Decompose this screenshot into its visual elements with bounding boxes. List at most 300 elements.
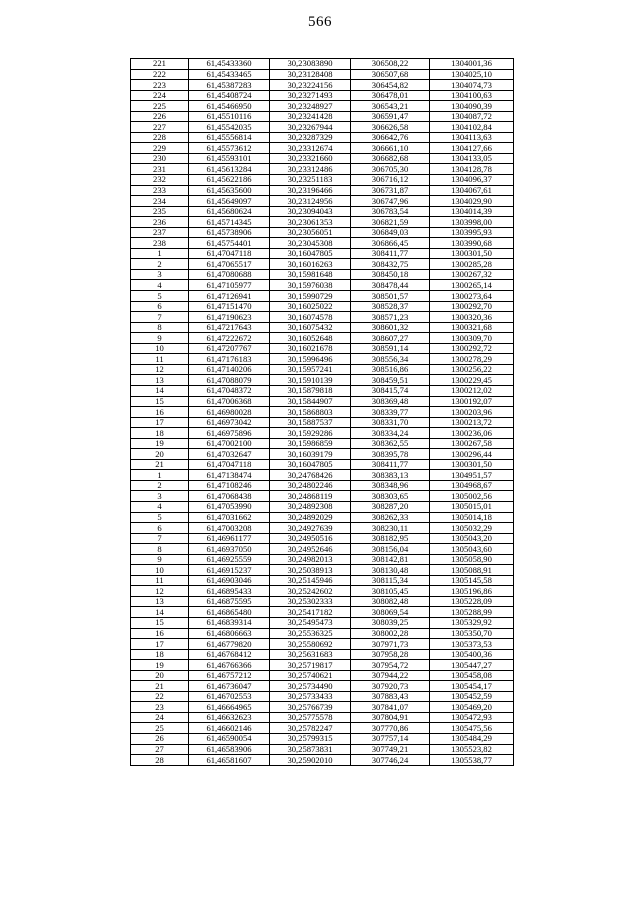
longitude-cell: 30,15996496 — [270, 354, 351, 365]
point-number-cell: 8 — [131, 322, 189, 333]
longitude-cell: 30,25902010 — [270, 755, 351, 766]
point-number-cell: 238 — [131, 238, 189, 249]
latitude-cell: 61,46895433 — [189, 586, 270, 597]
y-coordinate-cell: 1305015,01 — [430, 501, 514, 512]
latitude-cell: 61,46961177 — [189, 533, 270, 544]
y-coordinate-cell: 1305288,99 — [430, 607, 514, 618]
longitude-cell: 30,15976038 — [270, 280, 351, 291]
point-number-cell: 10 — [131, 565, 189, 576]
point-number-cell: 1 — [131, 470, 189, 481]
y-coordinate-cell: 1304100,63 — [430, 90, 514, 101]
y-coordinate-cell: 1300229,45 — [430, 375, 514, 386]
longitude-cell: 30,23271493 — [270, 90, 351, 101]
latitude-cell: 61,46839314 — [189, 617, 270, 628]
x-coordinate-cell: 307971,73 — [351, 639, 430, 650]
latitude-cell: 61,45680624 — [189, 206, 270, 217]
x-coordinate-cell: 306849,03 — [351, 227, 430, 238]
y-coordinate-cell: 1304067,61 — [430, 185, 514, 196]
table-row — [131, 259, 514, 270]
longitude-cell: 30,24952646 — [270, 544, 351, 555]
x-coordinate-cell: 306716,12 — [351, 175, 430, 186]
y-coordinate-cell: 1300267,58 — [430, 438, 514, 449]
table-row — [131, 90, 514, 101]
point-number-cell: 1 — [131, 248, 189, 259]
x-coordinate-cell: 307920,73 — [351, 681, 430, 692]
y-coordinate-cell: 1300296,44 — [430, 449, 514, 460]
longitude-cell: 30,25873831 — [270, 744, 351, 755]
y-coordinate-cell: 1305228,09 — [430, 596, 514, 607]
latitude-cell: 61,47048372 — [189, 385, 270, 396]
y-coordinate-cell: 1305458,08 — [430, 670, 514, 681]
longitude-cell: 30,25495473 — [270, 617, 351, 628]
table-row — [131, 744, 514, 755]
latitude-cell: 61,45433360 — [189, 59, 270, 70]
table-row — [131, 312, 514, 323]
longitude-cell: 30,24892308 — [270, 501, 351, 512]
table-row — [131, 217, 514, 228]
table-row — [131, 280, 514, 291]
point-number-cell: 17 — [131, 639, 189, 650]
table-row — [131, 407, 514, 418]
y-coordinate-cell: 1305452,59 — [430, 691, 514, 702]
y-coordinate-cell: 1304968,67 — [430, 480, 514, 491]
latitude-cell: 61,47088079 — [189, 375, 270, 386]
latitude-cell: 61,45466950 — [189, 101, 270, 112]
latitude-cell: 61,46779820 — [189, 639, 270, 650]
y-coordinate-cell: 1305523,82 — [430, 744, 514, 755]
longitude-cell: 30,25631683 — [270, 649, 351, 660]
y-coordinate-cell: 1304951,57 — [430, 470, 514, 481]
table-row — [131, 660, 514, 671]
x-coordinate-cell: 308082,48 — [351, 596, 430, 607]
point-number-cell: 231 — [131, 164, 189, 175]
point-number-cell: 20 — [131, 449, 189, 460]
point-number-cell: 237 — [131, 227, 189, 238]
x-coordinate-cell: 308571,23 — [351, 312, 430, 323]
y-coordinate-cell: 1305043,60 — [430, 544, 514, 555]
latitude-cell: 61,47065517 — [189, 259, 270, 270]
longitude-cell: 30,15929286 — [270, 428, 351, 439]
y-coordinate-cell: 1300267,32 — [430, 269, 514, 280]
longitude-cell: 30,24927639 — [270, 523, 351, 534]
table-row — [131, 122, 514, 133]
latitude-cell: 61,45542035 — [189, 122, 270, 133]
x-coordinate-cell: 306705,30 — [351, 164, 430, 175]
longitude-cell: 30,15981648 — [270, 269, 351, 280]
table-row — [131, 375, 514, 386]
point-number-cell: 230 — [131, 153, 189, 164]
point-number-cell: 19 — [131, 438, 189, 449]
latitude-cell: 61,46602146 — [189, 723, 270, 734]
point-number-cell: 2 — [131, 259, 189, 270]
y-coordinate-cell: 1304102,84 — [430, 122, 514, 133]
latitude-cell: 61,46766366 — [189, 660, 270, 671]
y-coordinate-cell: 1305058,90 — [430, 554, 514, 565]
point-number-cell: 16 — [131, 407, 189, 418]
table-row — [131, 501, 514, 512]
x-coordinate-cell: 308348,96 — [351, 480, 430, 491]
y-coordinate-cell: 1300301,50 — [430, 248, 514, 259]
latitude-cell: 61,46632623 — [189, 712, 270, 723]
table-row — [131, 143, 514, 154]
coordinates-table — [130, 58, 514, 766]
y-coordinate-cell: 1305043,20 — [430, 533, 514, 544]
latitude-cell: 61,46581607 — [189, 755, 270, 766]
longitude-cell: 30,25775578 — [270, 712, 351, 723]
longitude-cell: 30,16039179 — [270, 449, 351, 460]
longitude-cell: 30,23251183 — [270, 175, 351, 186]
longitude-cell: 30,25740621 — [270, 670, 351, 681]
longitude-cell: 30,23312674 — [270, 143, 351, 154]
table-row — [131, 153, 514, 164]
table-row — [131, 111, 514, 122]
x-coordinate-cell: 308383,13 — [351, 470, 430, 481]
point-number-cell: 11 — [131, 575, 189, 586]
latitude-cell: 61,46806663 — [189, 628, 270, 639]
x-coordinate-cell: 308556,34 — [351, 354, 430, 365]
point-number-cell: 5 — [131, 291, 189, 302]
y-coordinate-cell: 1300292,70 — [430, 301, 514, 312]
table-row — [131, 238, 514, 249]
latitude-cell: 61,45556814 — [189, 132, 270, 143]
point-number-cell: 4 — [131, 280, 189, 291]
point-number-cell: 235 — [131, 206, 189, 217]
point-number-cell: 25 — [131, 723, 189, 734]
table-row — [131, 449, 514, 460]
x-coordinate-cell: 308411,77 — [351, 248, 430, 259]
latitude-cell: 61,47006368 — [189, 396, 270, 407]
y-coordinate-cell: 1305002,56 — [430, 491, 514, 502]
point-number-cell: 28 — [131, 755, 189, 766]
table-row — [131, 59, 514, 70]
table-row — [131, 301, 514, 312]
point-number-cell: 13 — [131, 375, 189, 386]
latitude-cell: 61,47047118 — [189, 459, 270, 470]
point-number-cell: 22 — [131, 691, 189, 702]
x-coordinate-cell: 308415,74 — [351, 385, 430, 396]
x-coordinate-cell: 306626,58 — [351, 122, 430, 133]
latitude-cell: 61,46973042 — [189, 417, 270, 428]
table-row — [131, 702, 514, 713]
table-row — [131, 269, 514, 280]
table-row — [131, 533, 514, 544]
x-coordinate-cell: 306661,10 — [351, 143, 430, 154]
table-row — [131, 438, 514, 449]
x-coordinate-cell: 308262,33 — [351, 512, 430, 523]
x-coordinate-cell: 308528,37 — [351, 301, 430, 312]
point-number-cell: 4 — [131, 501, 189, 512]
longitude-cell: 30,16047805 — [270, 459, 351, 470]
x-coordinate-cell: 308362,55 — [351, 438, 430, 449]
longitude-cell: 30,23287329 — [270, 132, 351, 143]
longitude-cell: 30,24802246 — [270, 480, 351, 491]
longitude-cell: 30,25733433 — [270, 691, 351, 702]
table-row — [131, 586, 514, 597]
x-coordinate-cell: 308450,18 — [351, 269, 430, 280]
table-row — [131, 322, 514, 333]
latitude-cell: 61,46903046 — [189, 575, 270, 586]
point-number-cell: 232 — [131, 175, 189, 186]
y-coordinate-cell: 1304001,36 — [430, 59, 514, 70]
y-coordinate-cell: 1303998,00 — [430, 217, 514, 228]
latitude-cell: 61,47002100 — [189, 438, 270, 449]
table-row — [131, 101, 514, 112]
longitude-cell: 30,15868803 — [270, 407, 351, 418]
point-number-cell: 23 — [131, 702, 189, 713]
table-row — [131, 575, 514, 586]
x-coordinate-cell: 308432,75 — [351, 259, 430, 270]
point-number-cell: 18 — [131, 428, 189, 439]
longitude-cell: 30,24982013 — [270, 554, 351, 565]
latitude-cell: 61,46702553 — [189, 691, 270, 702]
latitude-cell: 61,47068438 — [189, 491, 270, 502]
latitude-cell: 61,47053990 — [189, 501, 270, 512]
point-number-cell: 224 — [131, 90, 189, 101]
x-coordinate-cell: 308069,54 — [351, 607, 430, 618]
latitude-cell: 61,47080688 — [189, 269, 270, 280]
coordinates-table-body — [131, 59, 514, 766]
table-row — [131, 69, 514, 80]
x-coordinate-cell: 308331,70 — [351, 417, 430, 428]
latitude-cell: 61,45613284 — [189, 164, 270, 175]
longitude-cell: 30,15879818 — [270, 385, 351, 396]
longitude-cell: 30,16025022 — [270, 301, 351, 312]
latitude-cell: 61,45573612 — [189, 143, 270, 154]
latitude-cell: 61,46915237 — [189, 565, 270, 576]
x-coordinate-cell: 308369,48 — [351, 396, 430, 407]
x-coordinate-cell: 306508,22 — [351, 59, 430, 70]
x-coordinate-cell: 308591,14 — [351, 343, 430, 354]
y-coordinate-cell: 1304133,05 — [430, 153, 514, 164]
x-coordinate-cell: 306543,21 — [351, 101, 430, 112]
x-coordinate-cell: 307958,28 — [351, 649, 430, 660]
point-number-cell: 17 — [131, 417, 189, 428]
y-coordinate-cell: 1305145,58 — [430, 575, 514, 586]
longitude-cell: 30,23128408 — [270, 69, 351, 80]
longitude-cell: 30,23248927 — [270, 101, 351, 112]
x-coordinate-cell: 307770,86 — [351, 723, 430, 734]
table-row — [131, 480, 514, 491]
longitude-cell: 30,25580692 — [270, 639, 351, 650]
point-number-cell: 3 — [131, 269, 189, 280]
x-coordinate-cell: 307757,14 — [351, 734, 430, 745]
latitude-cell: 61,47108246 — [189, 480, 270, 491]
latitude-cell: 61,46875595 — [189, 596, 270, 607]
point-number-cell: 3 — [131, 491, 189, 502]
table-row — [131, 385, 514, 396]
point-number-cell: 233 — [131, 185, 189, 196]
table-row — [131, 670, 514, 681]
point-number-cell: 6 — [131, 301, 189, 312]
longitude-cell: 30,15986859 — [270, 438, 351, 449]
table-row — [131, 291, 514, 302]
y-coordinate-cell: 1305475,56 — [430, 723, 514, 734]
y-coordinate-cell: 1303990,68 — [430, 238, 514, 249]
x-coordinate-cell: 308501,57 — [351, 291, 430, 302]
table-row — [131, 649, 514, 660]
longitude-cell: 30,23056051 — [270, 227, 351, 238]
x-coordinate-cell: 308478,44 — [351, 280, 430, 291]
latitude-cell: 61,45387283 — [189, 80, 270, 91]
table-row — [131, 512, 514, 523]
x-coordinate-cell: 308002,28 — [351, 628, 430, 639]
x-coordinate-cell: 308607,27 — [351, 333, 430, 344]
x-coordinate-cell: 308303,65 — [351, 491, 430, 502]
y-coordinate-cell: 1304029,90 — [430, 196, 514, 207]
y-coordinate-cell: 1305400,36 — [430, 649, 514, 660]
latitude-cell: 61,46768412 — [189, 649, 270, 660]
longitude-cell: 30,15844907 — [270, 396, 351, 407]
latitude-cell: 61,45622186 — [189, 175, 270, 186]
latitude-cell: 61,46664965 — [189, 702, 270, 713]
x-coordinate-cell: 306783,54 — [351, 206, 430, 217]
x-coordinate-cell: 306866,45 — [351, 238, 430, 249]
latitude-cell: 61,46583906 — [189, 744, 270, 755]
longitude-cell: 30,24892029 — [270, 512, 351, 523]
y-coordinate-cell: 1300321,68 — [430, 322, 514, 333]
latitude-cell: 61,47032647 — [189, 449, 270, 460]
latitude-cell: 61,47222672 — [189, 333, 270, 344]
latitude-cell: 61,46980028 — [189, 407, 270, 418]
x-coordinate-cell: 306731,87 — [351, 185, 430, 196]
longitude-cell: 30,24768426 — [270, 470, 351, 481]
point-number-cell: 222 — [131, 69, 189, 80]
table-row — [131, 523, 514, 534]
point-number-cell: 221 — [131, 59, 189, 70]
y-coordinate-cell: 1300285,28 — [430, 259, 514, 270]
point-number-cell: 229 — [131, 143, 189, 154]
x-coordinate-cell: 307944,22 — [351, 670, 430, 681]
latitude-cell: 61,47207767 — [189, 343, 270, 354]
x-coordinate-cell: 308182,95 — [351, 533, 430, 544]
longitude-cell: 30,15910139 — [270, 375, 351, 386]
longitude-cell: 30,23045308 — [270, 238, 351, 249]
longitude-cell: 30,25799315 — [270, 734, 351, 745]
x-coordinate-cell: 308601,32 — [351, 322, 430, 333]
table-row — [131, 206, 514, 217]
longitude-cell: 30,16047805 — [270, 248, 351, 259]
longitude-cell: 30,25302333 — [270, 596, 351, 607]
latitude-cell: 61,46937050 — [189, 544, 270, 555]
latitude-cell: 61,45408724 — [189, 90, 270, 101]
latitude-cell: 61,46925559 — [189, 554, 270, 565]
y-coordinate-cell: 1300278,29 — [430, 354, 514, 365]
longitude-cell: 30,23094043 — [270, 206, 351, 217]
point-number-cell: 228 — [131, 132, 189, 143]
latitude-cell: 61,46975896 — [189, 428, 270, 439]
longitude-cell: 30,25242602 — [270, 586, 351, 597]
y-coordinate-cell: 1300292,72 — [430, 343, 514, 354]
x-coordinate-cell: 307954,72 — [351, 660, 430, 671]
latitude-cell: 61,47105977 — [189, 280, 270, 291]
longitude-cell: 30,16021678 — [270, 343, 351, 354]
y-coordinate-cell: 1305032,29 — [430, 523, 514, 534]
y-coordinate-cell: 1305373,53 — [430, 639, 514, 650]
longitude-cell: 30,23312486 — [270, 164, 351, 175]
y-coordinate-cell: 1300236,06 — [430, 428, 514, 439]
x-coordinate-cell: 308395,78 — [351, 449, 430, 460]
latitude-cell: 61,46757212 — [189, 670, 270, 681]
point-number-cell: 234 — [131, 196, 189, 207]
latitude-cell: 61,46865480 — [189, 607, 270, 618]
latitude-cell: 61,45510116 — [189, 111, 270, 122]
y-coordinate-cell: 1305484,29 — [430, 734, 514, 745]
page-number: 566 — [308, 14, 332, 30]
x-coordinate-cell: 306478,01 — [351, 90, 430, 101]
point-number-cell: 12 — [131, 586, 189, 597]
latitude-cell: 61,45714345 — [189, 217, 270, 228]
point-number-cell: 13 — [131, 596, 189, 607]
y-coordinate-cell: 1304025,10 — [430, 69, 514, 80]
y-coordinate-cell: 1300320,36 — [430, 312, 514, 323]
y-coordinate-cell: 1305447,27 — [430, 660, 514, 671]
point-number-cell: 27 — [131, 744, 189, 755]
longitude-cell: 30,24868119 — [270, 491, 351, 502]
longitude-cell: 30,15990729 — [270, 291, 351, 302]
table-row — [131, 607, 514, 618]
point-number-cell: 5 — [131, 512, 189, 523]
x-coordinate-cell: 306454,82 — [351, 80, 430, 91]
y-coordinate-cell: 1304127,66 — [430, 143, 514, 154]
x-coordinate-cell: 306747,96 — [351, 196, 430, 207]
x-coordinate-cell: 308039,25 — [351, 617, 430, 628]
table-row — [131, 628, 514, 639]
table-row — [131, 164, 514, 175]
y-coordinate-cell: 1303995,93 — [430, 227, 514, 238]
point-number-cell: 10 — [131, 343, 189, 354]
y-coordinate-cell: 1305088,91 — [430, 565, 514, 576]
point-number-cell: 6 — [131, 523, 189, 534]
y-coordinate-cell: 1305014,18 — [430, 512, 514, 523]
table-row — [131, 755, 514, 766]
point-number-cell: 14 — [131, 385, 189, 396]
y-coordinate-cell: 1304096,37 — [430, 175, 514, 186]
y-coordinate-cell: 1300213,72 — [430, 417, 514, 428]
y-coordinate-cell: 1305329,92 — [430, 617, 514, 628]
x-coordinate-cell: 306507,68 — [351, 69, 430, 80]
latitude-cell: 61,46736047 — [189, 681, 270, 692]
longitude-cell: 30,25782247 — [270, 723, 351, 734]
table-row — [131, 196, 514, 207]
x-coordinate-cell: 307883,43 — [351, 691, 430, 702]
table-row — [131, 565, 514, 576]
longitude-cell: 30,25719817 — [270, 660, 351, 671]
longitude-cell: 30,23267944 — [270, 122, 351, 133]
latitude-cell: 61,47140206 — [189, 364, 270, 375]
y-coordinate-cell: 1305469,20 — [430, 702, 514, 713]
point-number-cell: 227 — [131, 122, 189, 133]
point-number-cell: 8 — [131, 544, 189, 555]
x-coordinate-cell: 307804,91 — [351, 712, 430, 723]
table-row — [131, 132, 514, 143]
point-number-cell: 18 — [131, 649, 189, 660]
point-number-cell: 223 — [131, 80, 189, 91]
point-number-cell: 9 — [131, 333, 189, 344]
x-coordinate-cell: 308516,86 — [351, 364, 430, 375]
table-row — [131, 639, 514, 650]
y-coordinate-cell: 1305196,86 — [430, 586, 514, 597]
point-number-cell: 11 — [131, 354, 189, 365]
table-row — [131, 227, 514, 238]
longitude-cell: 30,24950516 — [270, 533, 351, 544]
table-row — [131, 544, 514, 555]
table-row — [131, 185, 514, 196]
x-coordinate-cell: 308230,11 — [351, 523, 430, 534]
table-row — [131, 364, 514, 375]
table-row — [131, 248, 514, 259]
longitude-cell: 30,25766739 — [270, 702, 351, 713]
table-row — [131, 723, 514, 734]
